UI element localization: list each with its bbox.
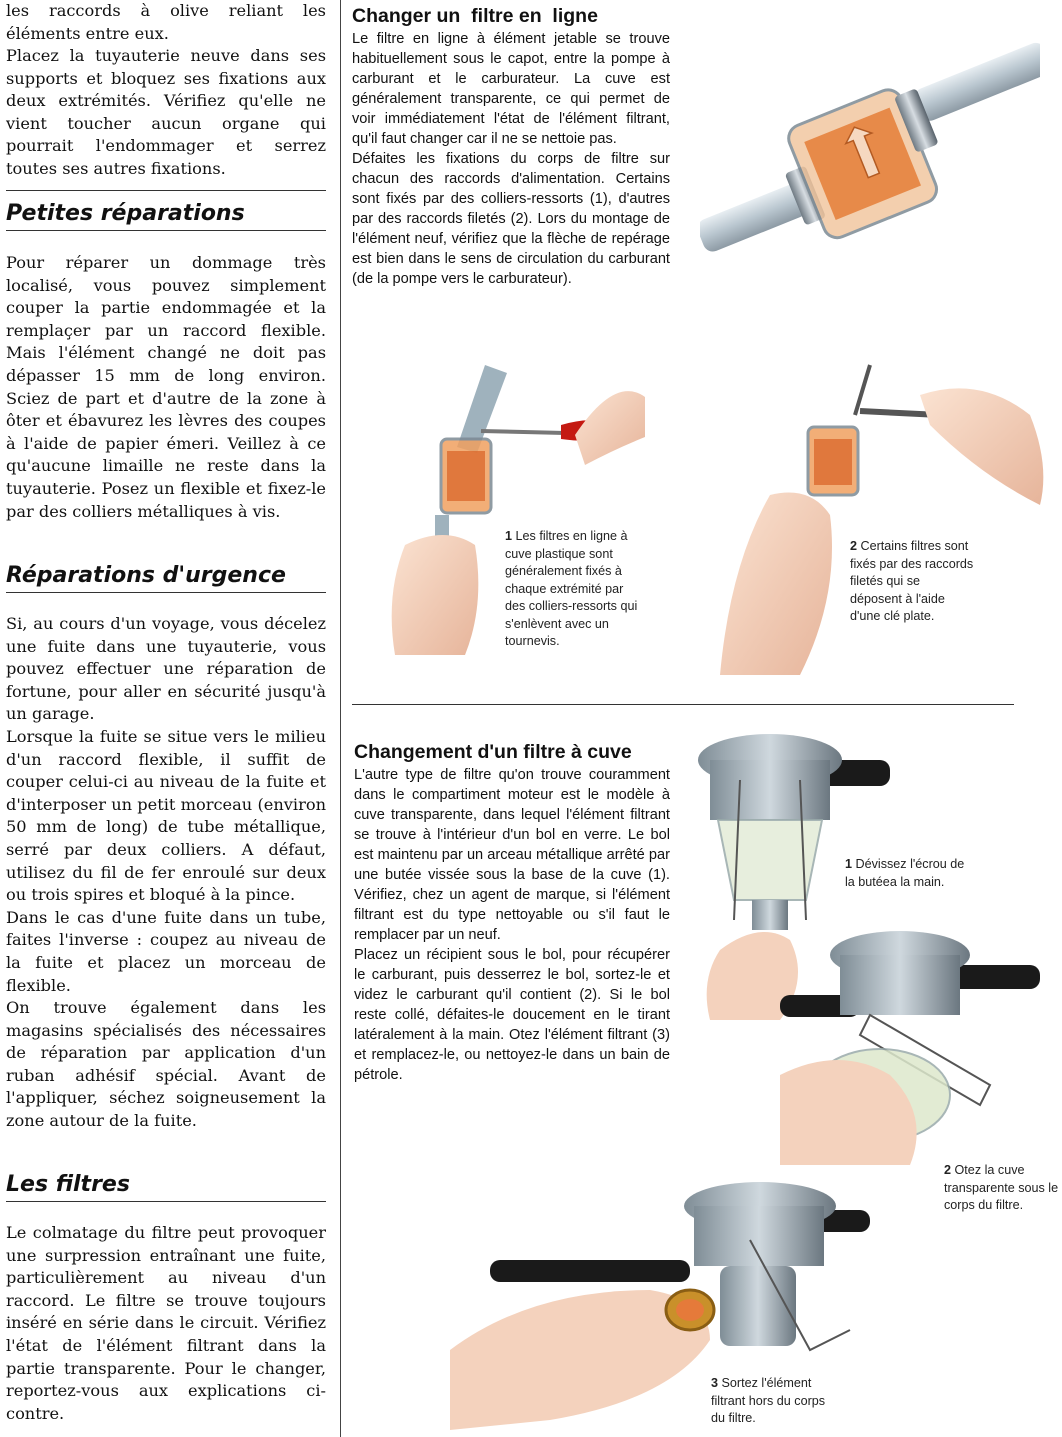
paragraph: Le colmatage du filtre peut provoquer une surpression entraînant une fuite, particulièrement au niveau d'un raccord. Le filtre se trouve toujours inséré en série dans le circuit. Vérifiez l'état de l'élément filtrant dans la partie transparente. Pour le changer, reportez-vous aux explications ci-contre. (6, 1223, 326, 1423)
paragraph: Défaites les fixations du corps de filtre sur chacun des raccords d'alimentation. Certains sont fixés par des colliers-ressorts (1), d'autres par des raccords filetés (2). Lors du montage de l'élément neuf, vérifiez que la flèche de repérage est bien dans le sens de circulation du carburant (de la pompe vers le carburateur). (352, 151, 670, 287)
intro-paragraph: Placez la tuyauterie neuve dans ses supports et bloquez ses fixations aux deux extrémités. Vérifiez qu'elle ne vient toucher aucun organe qui pourrait l'endommager et serrez toutes ses autres fixations. (6, 46, 326, 178)
caption-number: 2 (944, 1163, 952, 1177)
section-divider (352, 704, 1014, 705)
section-title-petites-reparations: Petites réparations (6, 200, 326, 231)
section-title-changer-filtre-en-ligne: Changer un filtre en ligne (352, 5, 598, 27)
section-title-les-filtres: Les filtres (6, 1171, 326, 1202)
section-title-changement-filtre-cuve: Changement d'un filtre à cuve (354, 741, 632, 763)
caption-number: 1 (845, 857, 853, 871)
intro-text (6, 0, 326, 180)
caption-text: Certains filtres sont fixés par des raccords filetés qui se déposent à l'aide d'une clé plate. (850, 539, 974, 623)
paragraph: Placez un récipient sous le bol, pour récupérer le carburant, puis desserrez le bol, sortez-le et videz le carburant qu'il contient (2). Si le bol reste collé, défaites-le doucement en le tirant latéralement à la main. Otez l'élément filtrant (3) et remplacez-le, ou nettoyez-le dans un bain de pétrole. (354, 947, 670, 1083)
column-divider (340, 0, 341, 1437)
caption-bowl-1 (845, 856, 965, 891)
caption-text: Sortez l'élément filtrant hors du corps du filtre. (711, 1376, 826, 1425)
caption-text: Les filtres en ligne à cuve plastique sont généralement fixés à chaque extrémité par des colliers-ressorts qui s'enlèvent avec un tournevis. (505, 529, 638, 648)
caption-number: 3 (711, 1376, 719, 1390)
paragraph: Le filtre en ligne à élément jetable se trouve habituellement sous le capot, entre la pompe à carburant et le carburateur. La cuve est généralement transparente, ce qui permet de voir immédiatement l'état de l'élément filtrant, qu'il faut changer car il ne se nettoie pas. (352, 31, 670, 147)
paragraph: Lorsque la fuite se situe vers le milieu d'un raccord flexible, il suffit de couper celui-ci au niveau de la fuite et d'interposer un petit morceau (environ 50 mm de long) de tube métallique, serré par deux colliers. A défaut, utilisez du fil de fer enroulé sur deux ou trois spires et bloqué à la pince. (6, 726, 326, 905)
caption-inline-1 (505, 528, 645, 651)
intro-paragraph: les raccords à olive reliant les éléments entre eux. (6, 1, 326, 43)
section-body-petites-reparations (6, 252, 326, 523)
section-body-filtre-en-ligne (352, 29, 670, 289)
paragraph: Dans le cas d'une fuite dans un tube, faites l'inverse : coupez au niveau de la fuite et placez un morceau de flexible. (6, 907, 326, 995)
caption-number: 1 (505, 529, 513, 543)
caption-text: Otez la cuve transparente sous le corps du filtre. (944, 1163, 1059, 1212)
caption-text: Dévissez l'écrou de la butéea la main. (845, 857, 965, 889)
section-body-les-filtres (6, 1222, 326, 1425)
caption-number: 2 (850, 539, 858, 553)
section-rule (6, 190, 326, 191)
caption-bowl-3 (711, 1375, 836, 1428)
caption-inline-2 (850, 538, 975, 626)
caption-bowl-2 (944, 1162, 1059, 1215)
section-title-reparations-urgence: Réparations d'urgence (6, 562, 326, 593)
inline-filter-illustration (700, 40, 1040, 260)
paragraph: On trouve également dans les magasins spécialisés des nécessaires de réparation par application d'un ruban adhésif spécial. Avant de l'appliquer, séchez soigneusement la zone autour de la fuite. (6, 998, 326, 1131)
threaded-fitting-filter-illustration (710, 355, 1060, 675)
section-body-reparations-urgence (6, 613, 326, 1133)
paragraph: L'autre type de filtre qu'on trouve couramment dans le compartiment moteur est le modèle à cuve transparente, dans lequel l'élément filtrant se trouve à l'intérieur d'un bol en verre. Le bol est maintenu par un arceau métallique arrêté par une butée vissée sous la base de la cuve (1). Vérifiez, chez un agent de marque, si l'élément filtrant est du type nettoyable ou s'il faut le remplacer par un neuf. (354, 767, 670, 943)
section-body-filtre-cuve (354, 765, 670, 1085)
bowl-filter-step2-illustration (780, 925, 1040, 1175)
paragraph: Pour réparer un dommage très localisé, vous pouvez simplement couper la partie endommagée et la remplaçer par un raccord flexible. Mais l'élément changé ne doit pas dépasser 15 mm de long environ. Sciez de part et d'autre de la zone à ôter et ébavurez les lèvres des coupes à l'aide de papier émeri. Veillez à ce qu'aucune limaille ne reste dans la tuyauterie. Posez un flexible et fixez-le par des colliers métalliques à vis. (6, 253, 326, 521)
paragraph: Si, au cours d'un voyage, vous décelez une fuite dans une tuyauterie, vous pouvez effectuer une réparation de fortune, pour aller en sécurité jusqu'à un garage. (6, 614, 326, 724)
